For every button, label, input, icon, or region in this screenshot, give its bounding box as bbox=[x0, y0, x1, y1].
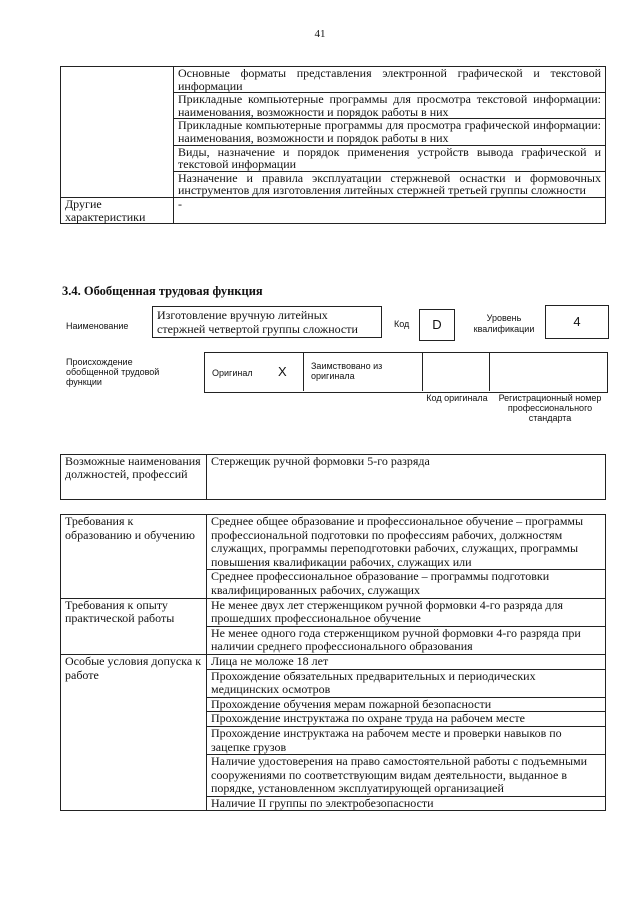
admission-item: Лица не моложе 18 лет bbox=[211, 653, 329, 668]
education-cell bbox=[207, 515, 606, 599]
level-label: Уровень квалификации bbox=[473, 313, 535, 334]
admission-item: Наличие удостоверения на право самостоятельной работы с подъемными сооружениями по соответствующим видам деятельности, выданное в порядке, установленном эксплуатирующей организацией bbox=[207, 754, 605, 796]
original-label: Оригинал bbox=[212, 368, 253, 378]
table-cell-empty bbox=[61, 67, 174, 93]
name-label: Наименование bbox=[66, 321, 129, 331]
code-label: Код bbox=[394, 319, 410, 329]
admission-item: Прохождение обучения мерам пожарной безопасности bbox=[207, 697, 605, 712]
table-cell: Основные форматы представления электронной графической и текстовой информации bbox=[174, 67, 606, 93]
original-mark: X bbox=[278, 364, 287, 379]
education-label: Требования к образованию и обучению bbox=[61, 515, 207, 599]
gtf-level-value: 4 bbox=[545, 305, 609, 339]
experience-item: Не менее одного года стерженщиком ручной формовки 4-го разряда при наличии среднего профессионального образования bbox=[207, 626, 605, 654]
code-caption: Код оригинала bbox=[426, 393, 488, 403]
positions-value: Стержещик ручной формовки 5-го разряда bbox=[207, 455, 606, 500]
other-characteristics-value: - bbox=[174, 197, 606, 223]
table-cell: Прикладные компьютерные программы для просмотра графической информации: наименования, возможности и порядок работы в них bbox=[174, 119, 606, 145]
positions-table bbox=[60, 454, 606, 500]
admission-label: Особые условия допуска к работе bbox=[61, 654, 207, 811]
page-number: 41 bbox=[314, 28, 326, 40]
gtf-code-value: D bbox=[419, 309, 455, 341]
section-title: 3.4. Обобщенная трудовая функция bbox=[62, 284, 263, 298]
admission-item: Прохождение инструктажа на рабочем месте и проверки навыков по зацепке грузов bbox=[207, 726, 605, 754]
admission-item: Наличие II группы по электробезопасности bbox=[207, 796, 605, 811]
other-characteristics-label: Другие характеристики bbox=[61, 197, 174, 223]
registration-caption: Регистрационный номер профессионального стандарта bbox=[498, 393, 602, 423]
table-cell: Виды, назначение и порядок применения устройств вывода графической и текстовой информации bbox=[174, 145, 606, 171]
borrowed-label: Заимствовано из оригинала bbox=[311, 361, 383, 381]
admission-item: Прохождение обязательных предварительных и периодических медицинских осмотров bbox=[207, 669, 605, 697]
gtf-name-value: Изготовление вручную литейных стержней четвертой группы сложности bbox=[152, 306, 382, 338]
requirements-table bbox=[60, 514, 606, 811]
education-item: Среднее общее образование и профессиональное обучение – программы профессиональной подготовки по профессиям рабочих, должностям служащих, программы переподготовки рабочих, служащих, программы повышения квалификации рабочих, служащих или bbox=[211, 514, 584, 569]
admission-cell bbox=[207, 654, 606, 811]
education-item: Среднее профессиональное образование – программы подготовки квалифицированных рабочих, служащих bbox=[207, 569, 605, 597]
experience-cell bbox=[207, 598, 606, 654]
positions-label: Возможные наименования должностей, профессий bbox=[61, 455, 207, 500]
table-cell: Прикладные компьютерные программы для просмотра текстовой информации: наименования, возможности и порядок работы в них bbox=[174, 93, 606, 119]
experience-item: Не менее двух лет стерженщиком ручной формовки 4-го разряда для прошедших профессиональное обучение bbox=[211, 597, 564, 626]
origin-label: Происхождение обобщенной трудовой функции bbox=[66, 357, 160, 387]
admission-item: Прохождение инструктажа по охране труда на рабочем месте bbox=[207, 711, 605, 726]
table-cell: Назначение и правила эксплуатации стержневой оснастки и формовочных инструментов для изготовления литейных стержней третьей группы сложности bbox=[174, 171, 606, 197]
experience-label: Требования к опыту практической работы bbox=[61, 598, 207, 654]
knowledge-table bbox=[60, 66, 606, 224]
